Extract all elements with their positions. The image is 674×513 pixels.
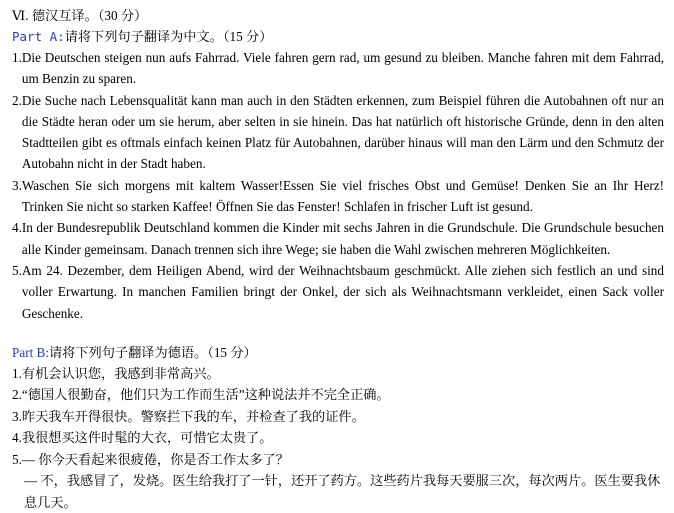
item-text: Die Deutschen steigen nun aufs Fahrrad. Viele fahren gern rad, um gesund zu bleiben. Manche fahren mit dem Fahrrad, um Benzin zu sparen.: [21, 50, 664, 87]
item-number: 3.: [12, 177, 22, 193]
item-text: In der Bundesrepublik Deutschland kommen die Kinder mit sechs Jahren in die Grundschule. Die Grundschule besuchen alle Kinder gemeinsam. Danach trennen sich ihre Wege; sie haben die Wahl zwischen mehreren Möglichkeiten.: [21, 220, 664, 257]
part-b-label: Part B:: [12, 344, 49, 360]
list-item: [12, 217, 664, 260]
section-title: Ⅵ. 德汉互译。（30 分）: [12, 8, 148, 23]
part-a-heading: [12, 26, 664, 47]
part-b-list: [12, 363, 664, 513]
item-number: 5.: [12, 262, 22, 278]
item-number: 2.: [12, 92, 22, 108]
part-a-instruction: 请将下列句子翻译为中文。（15 分）: [64, 29, 273, 44]
spacer: [12, 324, 664, 342]
list-item: [12, 384, 664, 406]
part-a-label: Part A:: [12, 29, 65, 44]
item-number: 5.: [12, 451, 22, 467]
item-text: 昨天我车开得很快。警察拦下我的车，并检查了我的证件。: [21, 408, 365, 424]
list-item: [12, 449, 664, 471]
part-b-instruction: 请将下列句子翻译为德语。（15 分）: [49, 344, 257, 360]
item-number: 3.: [12, 408, 22, 424]
list-item: [12, 90, 664, 175]
item-number: 1.: [12, 50, 22, 65]
list-item: [12, 175, 664, 218]
item-number: 2.: [12, 387, 22, 403]
item-text: “德国人很勤奋，他们只为工作而生活”这种说法并不完全正确。: [21, 387, 390, 403]
part-b-heading: [12, 342, 664, 363]
list-item: [12, 363, 664, 385]
item-number: 1.: [12, 365, 22, 381]
item-text: Am 24. Dezember, dem Heiligen Abend, wird der Weihnachtsbaum geschmückt. Alle ziehen sich festlich an und sind voller Erwartung. In manchen Familien bringt der Onkel, der sich als Weihnachtsmann verkleidet, einen Sack voller Geschenke.: [21, 262, 664, 321]
item-text: Waschen Sie sich morgens mit kaltem Wasser!Essen Sie viel frisches Obst und Gemüse! Denken Sie an Ihr Herz! Trinken Sie nicht so starken Kaffee! Öffnen Sie das Fenster! Schlafen in frischer Luft ist gesund.: [21, 177, 664, 215]
list-item: [12, 427, 664, 449]
item-number: 4.: [12, 430, 22, 446]
part-a-list: [12, 47, 664, 324]
item-text: 我很想买这件时髦的大衣，可惜它太贵了。: [21, 430, 273, 446]
list-item: [12, 406, 664, 428]
dialogue-reply: — 不，我感冒了，发烧。医生给我打了一针，还开了药方。这些药片我每天要服三次，每次两片。医生要我休息几天。: [24, 473, 661, 510]
item-text: Die Suche nach Lebensqualität kann man auch in den Städten erkennen, zum Beispiel führen die Autobahnen oft nur an die Städte heran oder um sie herum, aber selten in sie hinein. Das hat natürlich oft historische Gründe, denn in den alten Stadtteilen gibt es oftmals einfach keinen Platz für Autobahnen, darüber hinaus will man den Lärm und den Schmutz der Autobahn nicht in der Stadt haben.: [21, 92, 664, 172]
item-text: — 你今天看起来很疲倦，你是否工作太多了？: [21, 451, 289, 467]
item-number: 4.: [12, 220, 22, 236]
list-item: [12, 260, 664, 324]
list-item: [12, 47, 664, 90]
item-text: 有机会认识您，我感到非常高兴。: [21, 365, 220, 381]
